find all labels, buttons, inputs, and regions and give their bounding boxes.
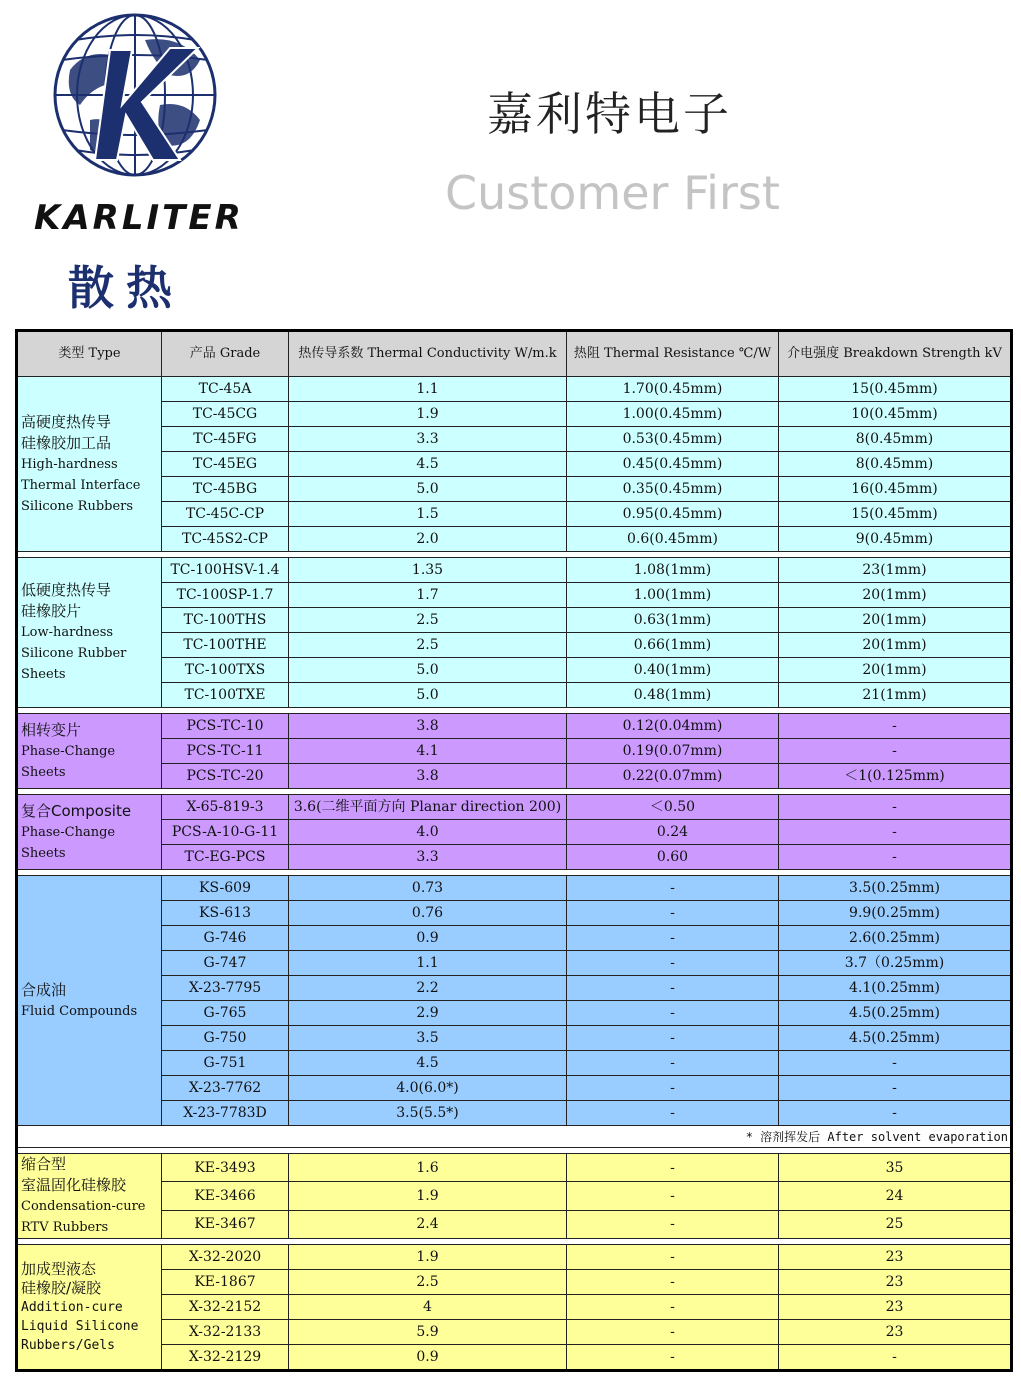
conductivity-cell: 5.0 <box>289 658 567 683</box>
breakdown-cell: 23 <box>779 1270 1012 1295</box>
table-row <box>17 502 1012 527</box>
table-row <box>17 452 1012 477</box>
footnote-row <box>17 1126 1012 1148</box>
footnote: * 溶剂挥发后 After solvent evaporation <box>17 1126 1012 1148</box>
grade-cell: TC-100THS <box>162 608 289 633</box>
resistance-cell: - <box>567 976 779 1001</box>
breakdown-cell: 20(1mm) <box>779 583 1012 608</box>
conductivity-cell: 3.8 <box>289 714 567 739</box>
resistance-cell: 0.95(0.45mm) <box>567 502 779 527</box>
type-cell <box>17 1154 162 1239</box>
grade-cell: X-23-7762 <box>162 1076 289 1101</box>
breakdown-cell: 9.9(0.25mm) <box>779 901 1012 926</box>
table-row <box>17 739 1012 764</box>
conductivity-cell: 1.7 <box>289 583 567 608</box>
header-breakdown: 介电强度 Breakdown Strength kV <box>779 331 1012 377</box>
conductivity-cell: 3.6(二维平面方向 Planar direction 200) <box>289 795 567 820</box>
breakdown-cell: 3.5(0.25mm) <box>779 876 1012 901</box>
type-cell <box>17 1245 162 1371</box>
grade-cell: X-65-819-3 <box>162 795 289 820</box>
resistance-cell: - <box>567 876 779 901</box>
type-label-en: Rubbers/Gels <box>21 1337 115 1353</box>
breakdown-cell: 8(0.45mm) <box>779 427 1012 452</box>
type-label-cn: 硅橡胶/凝胶 <box>21 1278 102 1297</box>
table-row <box>17 1245 1012 1270</box>
conductivity-cell: 4 <box>289 1295 567 1320</box>
breakdown-cell: 20(1mm) <box>779 608 1012 633</box>
table-row <box>17 1345 1012 1371</box>
breakdown-cell: 21(1mm) <box>779 683 1012 708</box>
table-row <box>17 1076 1012 1101</box>
table-row <box>17 683 1012 708</box>
breakdown-cell: 20(1mm) <box>779 633 1012 658</box>
grade-cell: TC-45S2-CP <box>162 527 289 552</box>
grade-cell: KE-3493 <box>162 1154 289 1182</box>
table-row <box>17 901 1012 926</box>
type-label-en: High-hardness <box>21 456 118 472</box>
type-cell <box>17 558 162 708</box>
conductivity-cell: 2.9 <box>289 1001 567 1026</box>
resistance-cell: - <box>567 1101 779 1126</box>
breakdown-cell: 23 <box>779 1295 1012 1320</box>
breakdown-cell: - <box>779 795 1012 820</box>
grade-cell: X-23-7783D <box>162 1101 289 1126</box>
grade-cell: TC-EG-PCS <box>162 845 289 870</box>
header-grade: 产品 Grade <box>162 331 289 377</box>
breakdown-cell: 4.5(0.25mm) <box>779 1001 1012 1026</box>
breakdown-cell: - <box>779 845 1012 870</box>
table-row <box>17 658 1012 683</box>
grade-cell: TC-100SP-1.7 <box>162 583 289 608</box>
resistance-cell: 0.40(1mm) <box>567 658 779 683</box>
resistance-cell: 0.60 <box>567 845 779 870</box>
grade-cell: TC-45EG <box>162 452 289 477</box>
type-cell <box>17 714 162 789</box>
breakdown-cell: 23 <box>779 1320 1012 1345</box>
table-row <box>17 477 1012 502</box>
table-row <box>17 1154 1012 1182</box>
resistance-cell: - <box>567 1270 779 1295</box>
grade-cell: G-747 <box>162 951 289 976</box>
type-label-cn: 室温固化硅橡胶 <box>21 1176 127 1194</box>
resistance-cell: 0.48(1mm) <box>567 683 779 708</box>
type-label-en: Thermal Interface <box>21 477 141 493</box>
resistance-cell: 0.6(0.45mm) <box>567 527 779 552</box>
grade-cell: TC-45A <box>162 377 289 402</box>
resistance-cell: - <box>567 1001 779 1026</box>
type-label-en: Liquid Silicone <box>21 1318 139 1334</box>
resistance-cell: - <box>567 1026 779 1051</box>
conductivity-cell: 2.5 <box>289 608 567 633</box>
table-row <box>17 1320 1012 1345</box>
table-header-row <box>17 331 1012 377</box>
type-label-en: Silicone Rubbers <box>21 498 134 514</box>
conductivity-cell: 1.5 <box>289 502 567 527</box>
grade-cell: PCS-TC-11 <box>162 739 289 764</box>
conductivity-cell: 0.9 <box>289 926 567 951</box>
breakdown-cell: 35 <box>779 1154 1012 1182</box>
table-row <box>17 976 1012 1001</box>
type-label-en: Condensation-cure <box>21 1199 146 1214</box>
table-row <box>17 951 1012 976</box>
table-row <box>17 1295 1012 1320</box>
conductivity-cell: 3.5(5.5*) <box>289 1101 567 1126</box>
breakdown-cell: ＜1(0.125mm) <box>779 764 1012 789</box>
grade-cell: TC-45FG <box>162 427 289 452</box>
type-label-en: RTV Rubbers <box>21 1220 109 1235</box>
conductivity-cell: 3.3 <box>289 427 567 452</box>
breakdown-cell: 16(0.45mm) <box>779 477 1012 502</box>
resistance-cell: 0.45(0.45mm) <box>567 452 779 477</box>
type-cell <box>17 876 162 1126</box>
conductivity-cell: 1.1 <box>289 377 567 402</box>
resistance-cell: 0.22(0.07mm) <box>567 764 779 789</box>
resistance-cell: - <box>567 1051 779 1076</box>
conductivity-cell: 1.6 <box>289 1154 567 1182</box>
table-row <box>17 583 1012 608</box>
type-label-cn: 加成型液态 <box>21 1259 97 1278</box>
conductivity-cell: 0.73 <box>289 876 567 901</box>
grade-cell: TC-100TXS <box>162 658 289 683</box>
breakdown-cell: - <box>779 1051 1012 1076</box>
resistance-cell: 0.24 <box>567 820 779 845</box>
conductivity-cell: 0.9 <box>289 1345 567 1371</box>
conductivity-cell: 1.9 <box>289 1182 567 1210</box>
conductivity-cell: 2.2 <box>289 976 567 1001</box>
table-row <box>17 527 1012 552</box>
grade-cell: PCS-TC-10 <box>162 714 289 739</box>
type-cell <box>17 795 162 870</box>
resistance-cell: - <box>567 1154 779 1182</box>
table-row <box>17 558 1012 583</box>
resistance-cell: - <box>567 951 779 976</box>
conductivity-cell: 5.0 <box>289 683 567 708</box>
breakdown-cell: 2.6(0.25mm) <box>779 926 1012 951</box>
resistance-cell: 1.00(0.45mm) <box>567 402 779 427</box>
breakdown-cell: 24 <box>779 1182 1012 1210</box>
table-row <box>17 845 1012 870</box>
conductivity-cell: 2.0 <box>289 527 567 552</box>
grade-cell: TC-45BG <box>162 477 289 502</box>
breakdown-cell: 3.7（0.25mm) <box>779 951 1012 976</box>
resistance-cell: - <box>567 1320 779 1345</box>
grade-cell: PCS-A-10-G-11 <box>162 820 289 845</box>
table-row <box>17 764 1012 789</box>
grade-cell: G-750 <box>162 1026 289 1051</box>
resistance-cell: 0.35(0.45mm) <box>567 477 779 502</box>
grade-cell: X-32-2152 <box>162 1295 289 1320</box>
grade-cell: X-32-2129 <box>162 1345 289 1371</box>
conductivity-cell: 1.35 <box>289 558 567 583</box>
table-row <box>17 402 1012 427</box>
conductivity-cell: 4.0 <box>289 820 567 845</box>
grade-cell: X-32-2133 <box>162 1320 289 1345</box>
conductivity-cell: 4.5 <box>289 452 567 477</box>
resistance-cell: - <box>567 901 779 926</box>
resistance-cell: 0.12(0.04mm) <box>567 714 779 739</box>
breakdown-cell: 10(0.45mm) <box>779 402 1012 427</box>
type-label-en: Low-hardness <box>21 625 114 640</box>
spec-table <box>15 329 1013 1372</box>
type-label-en: Sheets <box>21 667 66 682</box>
table-row <box>17 1026 1012 1051</box>
table-row <box>17 1182 1012 1210</box>
globe-k-logo-icon <box>50 10 220 180</box>
grade-cell: PCS-TC-20 <box>162 764 289 789</box>
resistance-cell: 0.19(0.07mm) <box>567 739 779 764</box>
type-label-en: Addition-cure <box>21 1299 123 1315</box>
breakdown-cell: 25 <box>779 1210 1012 1238</box>
breakdown-cell: 4.5(0.25mm) <box>779 1026 1012 1051</box>
table-row <box>17 714 1012 739</box>
breakdown-cell: - <box>779 1101 1012 1126</box>
breakdown-cell: 15(0.45mm) <box>779 502 1012 527</box>
type-label-cn: 低硬度热传导 <box>21 581 112 599</box>
conductivity-cell: 2.5 <box>289 1270 567 1295</box>
resistance-cell: 1.70(0.45mm) <box>567 377 779 402</box>
grade-cell: KE-1867 <box>162 1270 289 1295</box>
grade-cell: TC-100THE <box>162 633 289 658</box>
table-row <box>17 377 1012 402</box>
conductivity-cell: 1.9 <box>289 1245 567 1270</box>
page-header <box>0 0 1021 325</box>
grade-cell: TC-45C-CP <box>162 502 289 527</box>
table-row <box>17 1051 1012 1076</box>
breakdown-cell: - <box>779 739 1012 764</box>
breakdown-cell: - <box>779 1345 1012 1371</box>
breakdown-cell: 15(0.45mm) <box>779 377 1012 402</box>
type-label-cn: 合成油 <box>21 980 67 999</box>
type-label-cn: 硅橡胶加工品 <box>21 433 112 452</box>
type-label-cn: 缩合型 <box>21 1155 67 1173</box>
table-row <box>17 1101 1012 1126</box>
table-row <box>17 876 1012 901</box>
conductivity-cell: 5.9 <box>289 1320 567 1345</box>
resistance-cell: - <box>567 1182 779 1210</box>
breakdown-cell: 8(0.45mm) <box>779 452 1012 477</box>
table-row <box>17 1001 1012 1026</box>
product-word: 散热 <box>68 261 184 315</box>
slogan: Customer First <box>445 166 780 220</box>
grade-cell: G-765 <box>162 1001 289 1026</box>
breakdown-cell: - <box>779 820 1012 845</box>
type-label-cn: 相转变片 <box>21 720 82 739</box>
table-row <box>17 795 1012 820</box>
conductivity-cell: 2.4 <box>289 1210 567 1238</box>
resistance-cell: 0.53(0.45mm) <box>567 427 779 452</box>
type-label-cn: 复合Composite <box>21 801 132 820</box>
resistance-cell: - <box>567 926 779 951</box>
breakdown-cell: - <box>779 1076 1012 1101</box>
resistance-cell: - <box>567 1245 779 1270</box>
table-row <box>17 1210 1012 1238</box>
resistance-cell: 0.66(1mm) <box>567 633 779 658</box>
type-label-en: Phase-Change Sheets <box>21 743 116 780</box>
conductivity-cell: 2.5 <box>289 633 567 658</box>
conductivity-cell: 4.1 <box>289 739 567 764</box>
header-type: 类型 Type <box>17 331 162 377</box>
conductivity-cell: 1.1 <box>289 951 567 976</box>
grade-cell: KE-3466 <box>162 1182 289 1210</box>
resistance-cell: - <box>567 1076 779 1101</box>
table-row <box>17 926 1012 951</box>
conductivity-cell: 1.9 <box>289 402 567 427</box>
conductivity-cell: 3.3 <box>289 845 567 870</box>
table-row <box>17 608 1012 633</box>
resistance-cell: ＜0.50 <box>567 795 779 820</box>
grade-cell: X-32-2020 <box>162 1245 289 1270</box>
grade-cell: TC-45CG <box>162 402 289 427</box>
type-label-cn: 高硬度热传导 <box>21 412 112 431</box>
breakdown-cell: 20(1mm) <box>779 658 1012 683</box>
table-row <box>17 820 1012 845</box>
grade-cell: TC-100HSV-1.4 <box>162 558 289 583</box>
type-label-en: Fluid Compounds <box>21 1003 138 1019</box>
grade-cell: G-751 <box>162 1051 289 1076</box>
resistance-cell: 1.00(1mm) <box>567 583 779 608</box>
resistance-cell: 1.08(1mm) <box>567 558 779 583</box>
conductivity-cell: 4.5 <box>289 1051 567 1076</box>
grade-cell: X-23-7795 <box>162 976 289 1001</box>
breakdown-cell: 23(1mm) <box>779 558 1012 583</box>
conductivity-cell: 0.76 <box>289 901 567 926</box>
table-row <box>17 1270 1012 1295</box>
breakdown-cell: 9(0.45mm) <box>779 527 1012 552</box>
resistance-cell: - <box>567 1210 779 1238</box>
company-name: 嘉利特电子 <box>487 87 732 141</box>
grade-cell: KS-609 <box>162 876 289 901</box>
breakdown-cell: 23 <box>779 1245 1012 1270</box>
resistance-cell: 0.63(1mm) <box>567 608 779 633</box>
table-row <box>17 633 1012 658</box>
type-label-en: Phase-Change Sheets <box>21 824 116 861</box>
header-resistance: 热阻 Thermal Resistance ℃/W <box>567 331 779 377</box>
conductivity-cell: 4.0(6.0*) <box>289 1076 567 1101</box>
type-label-cn: 硅橡胶片 <box>21 602 82 620</box>
header-conductivity: 热传导系数 Thermal Conductivity W/m.k <box>289 331 567 377</box>
table-row <box>17 427 1012 452</box>
breakdown-cell: 4.1(0.25mm) <box>779 976 1012 1001</box>
grade-cell: KS-613 <box>162 901 289 926</box>
breakdown-cell: - <box>779 714 1012 739</box>
table-body <box>17 377 1012 1371</box>
type-cell <box>17 377 162 552</box>
grade-cell: KE-3467 <box>162 1210 289 1238</box>
resistance-cell: - <box>567 1345 779 1371</box>
conductivity-cell: 3.8 <box>289 764 567 789</box>
type-label-en: Silicone Rubber <box>21 646 127 661</box>
brand-name: KARLITER <box>34 198 244 238</box>
grade-cell: TC-100TXE <box>162 683 289 708</box>
resistance-cell: - <box>567 1295 779 1320</box>
grade-cell: G-746 <box>162 926 289 951</box>
conductivity-cell: 5.0 <box>289 477 567 502</box>
conductivity-cell: 3.5 <box>289 1026 567 1051</box>
